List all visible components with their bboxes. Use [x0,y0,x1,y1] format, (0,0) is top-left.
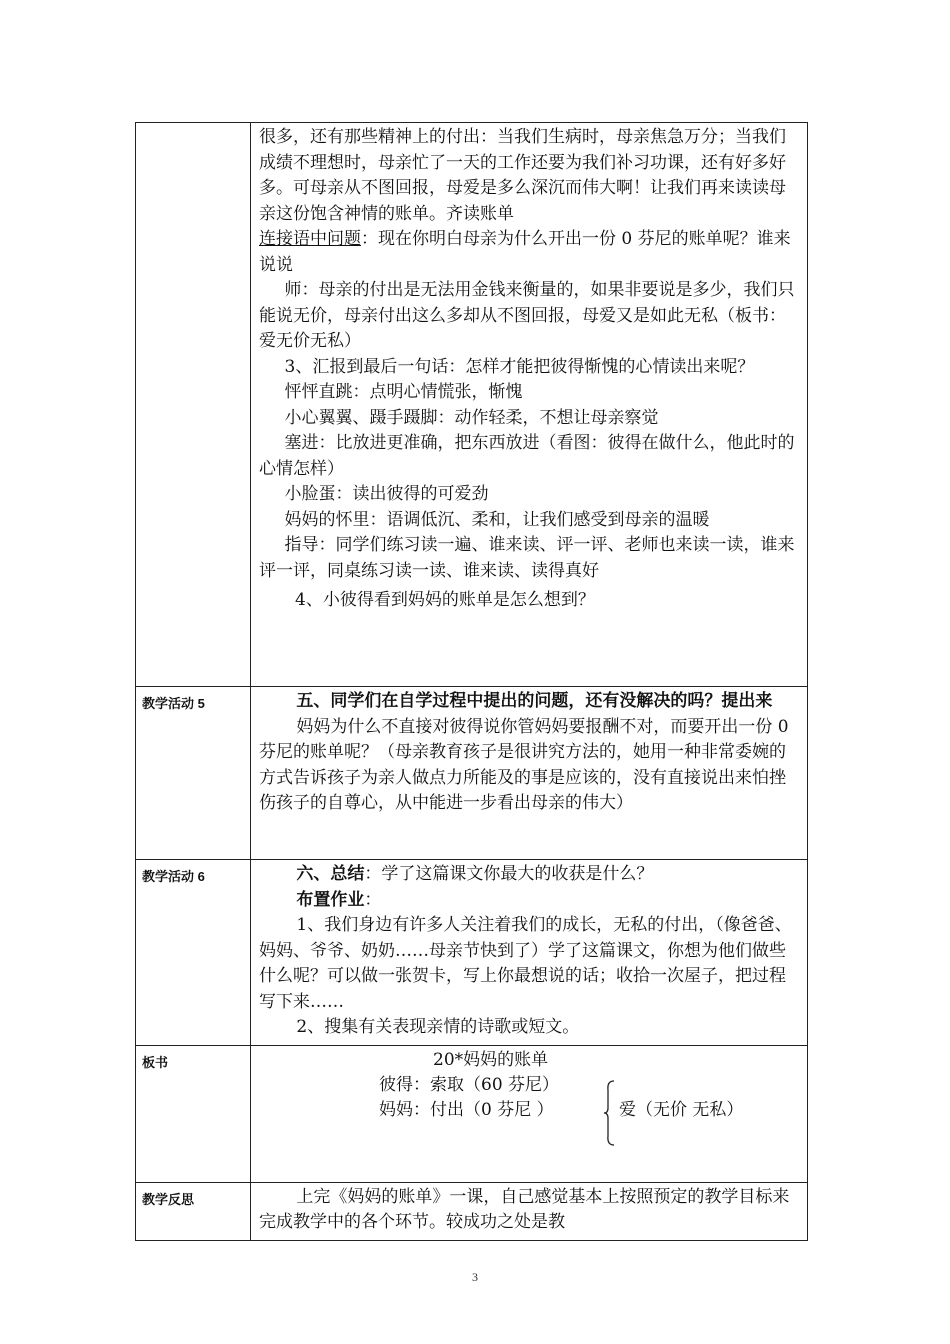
connecting-question-label: 连接语中问题 [259,229,361,249]
brace-icon [604,1080,618,1146]
row-content [251,1182,808,1240]
paragraph: 4、小彼得看到妈妈的账单是怎么想到？ [295,590,595,610]
blackboard-summary [259,1048,801,1178]
row-label: 教学活动 5 [136,687,251,860]
section-heading: 六、总结：学了这篇课文你最大的收获是什么？ [296,864,654,884]
blackboard-content [251,1045,808,1182]
paragraph: 小脸蛋：读出彼得的可爱劲 [284,484,489,504]
paragraph: 上完《妈妈的账单》一课，自己感觉基本上按照预定的教学目标来完成教学中的各个环节。较成功之处是教 [259,1186,790,1232]
board-line-peter: 彼得：索取（60 芬尼） [379,1074,560,1095]
table-row [136,1182,808,1240]
paragraph: 师：母亲的付出是无法用金钱来衡量的，如果非要说是多少，我们只能说无价，母亲付出这么多却从不图回报，母爱又是如此无私（板书：爱无价无私） [259,280,795,351]
table-row [136,123,808,687]
table-row [136,860,808,1046]
paragraph: 指导：同学们练习读一遍、谁来读、评一评、老师也来读一读，谁来评一评，同桌练习读一读、谁来读、读得真好 [259,535,795,581]
paragraph: 妈妈为什么不直接对彼得说你管妈妈要报酬不对，而要开出一份 0 芬尼的账单呢？（母亲教育孩子是很讲究方法的，她用一种非常委婉的方式告诉孩子为亲人做点力所能及的事是应该的，没有直接说出来怕挫伤孩子的自尊心，从中能进一步看出母亲的伟大） [259,716,789,813]
table-row [136,687,808,860]
lesson-plan-table [135,122,808,1241]
paragraph: 1、我们身边有许多人关注着我们的成长，无私的付出，（像爸爸、妈妈、爷爷、奶奶……母亲节快到了）学了这篇课文，你想为他们做些什么呢？可以做一张贺卡，写上你最想说的话；收拾一次屋子，把过程写下来…… [259,915,792,1012]
paragraph: 妈妈的怀里：语调低沉、柔和，让我们感受到母亲的温暖 [284,509,710,530]
board-title: 20*妈妈的账单 [433,1049,549,1070]
paragraph: 小心翼翼、蹑手蹑脚：动作轻柔，不想让母亲察觉 [284,407,659,428]
row-content [251,687,808,860]
row-content [251,860,808,1046]
paragraph: 怦怦直跳：点明心情慌张，惭愧 [284,382,523,402]
board-line-mother: 妈妈：付出（0 芬尼 ） [379,1099,554,1120]
page-number: 3 [472,1270,478,1284]
paragraph: 塞进：比放进更准确，把东西放进（看图：彼得在做什么，他此时的心情怎样） [259,433,795,479]
row-content [251,123,808,687]
paragraph: 2、搜集有关表现亲情的诗歌或短文。 [296,1017,580,1037]
board-love-summary: 爱（无价 无私） [619,1099,744,1120]
homework-heading: 布置作业： [296,889,382,910]
row-label: 教学活动 6 [136,860,251,1046]
paragraph: 3、汇报到最后一句话：怎样才能把彼得惭愧的心情读出来呢？ [284,356,755,377]
row-label: 板书 [136,1045,251,1182]
paragraph: 很多，还有那些精神上的付出：当我们生病时，母亲焦急万分；当我们成绩不理想时，母亲忙了一天的工作还要为我们补习功课，还有好多好多。可母亲从不图回报，母爱是多么深沉而伟大啊！让我们再来读读母亲这份饱含神情的账单。齐读账单 [259,127,786,224]
paragraph: 连接语中问题：现在你明白母亲为什么开出一份 0 芬尼的账单呢？谁来说说 [259,229,791,275]
row-label [136,123,251,687]
section-heading: 五、同学们在自学过程中提出的问题，还有没解决的吗？提出来 [296,691,773,711]
row-label: 教学反思 [136,1182,251,1240]
table-row [136,1045,808,1182]
